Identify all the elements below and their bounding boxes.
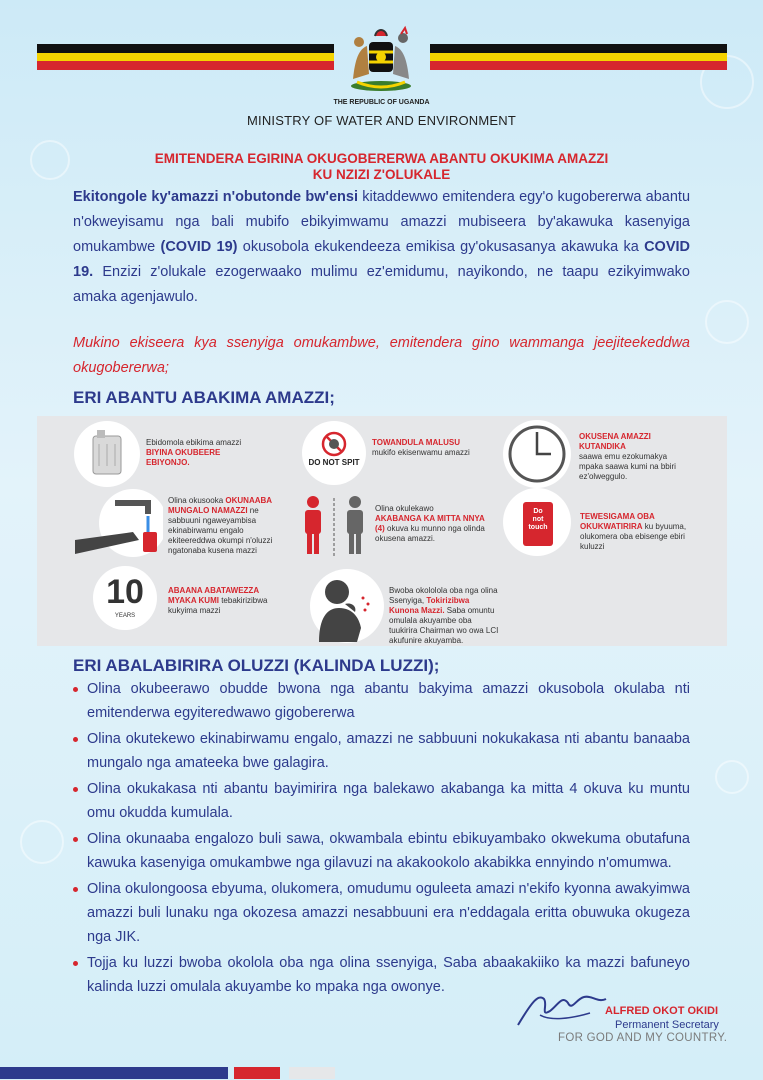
intro-part-2: okusobola ekukendeeza emikisa gy'okusasanya akawuka ka: [237, 239, 645, 255]
virus-decoration: [715, 760, 749, 794]
jerrycan-icon: [73, 420, 141, 488]
list-item: [73, 777, 690, 825]
handwash-text-2: ne sabbuuni ngaweyambisa ekinabirwamu engalo ekiteereddwa okumpi n'oluzzi ngatonaba kusena mazzi: [168, 506, 273, 555]
list-item: [73, 877, 690, 949]
bullet-text: Olina okunaaba engalozo buli sawa, okwambala ebintu ebikuyambako okwekuma obutafuna kawuka kasenyiga omukambwe nga gilavuzi na akakookolo akabikka ennyindo n'omumwa.: [87, 831, 690, 871]
age-red: ABAANA ABATAWEZZA MYAKA KUMI: [168, 586, 259, 605]
bullet-text: Olina okutekewo ekinabirwamu engalo, amazzi ne sabbuuni nokukakasa nti abantu banaaba mungalo nga amateeka bwe galagira.: [87, 731, 690, 771]
cell-age: [168, 586, 283, 616]
title-line-2: KU NZIZI Z'OLUKALE: [312, 167, 451, 182]
intro-covid-2: COVID 19.: [73, 239, 690, 280]
notice-paragraph: Mukino ekiseera kya ssenyiga omukambwe, emitendera gino wammanga jeejiteekeddwa okugobererwa;: [73, 335, 690, 376]
flag-stripes-right: [430, 44, 727, 70]
bullet-dot: [73, 887, 78, 892]
flag-stripe: [37, 44, 334, 53]
handwash-red: OKUNAABA MUNGALO NAMAZZI: [168, 496, 272, 515]
handwash-text: Olina okusooka: [168, 496, 224, 505]
no-touch-red: TEWESIGAMA OBA OKUKWATIRIRA: [580, 512, 655, 531]
cell-jerrycan: [146, 438, 246, 468]
distance-icon: [299, 494, 369, 560]
signature-icon: [510, 985, 610, 1033]
cough-icon: [305, 568, 387, 644]
jerrycan-text: Ebidomola ebikima amazzi: [146, 438, 242, 447]
age-number: 10: [106, 573, 144, 611]
signatory-role: Permanent Secretary: [615, 1019, 719, 1031]
flag-stripe: [37, 53, 334, 62]
cough-text-2: Saba omuntu omulala akuyambe oba tuukirira Chairman wo owa LCI akufunire akuyamba.: [389, 606, 499, 645]
jerrycan-red: BIYINA OKUBEERE EBIYONJO.: [146, 448, 221, 467]
bullet-dot: [73, 687, 78, 692]
no-touch-text: ku byuuma, olukomera oba ebisenge ebiri kuluzzi: [580, 522, 687, 551]
intro-part-1: kitaddewwo emitendera egy'o kugobererwa abantu n'okweyisamu nga bali mubifo ebikyimwamu amazzi mubiseera by'akawuka kasenyiga omukambwe: [73, 189, 691, 255]
clock-red: OKUSENA AMAZZI KUTANDIKA: [579, 432, 651, 451]
bullet-dot: [73, 837, 78, 842]
bullet-text: Olina okulongoosa ebyuma, olukomera, omudumu oguleeta amazi n'ekifo kyonna awakyimwa amazzi buli lunaku nga okozesa amazzi nesabbuuni era n'eddagala eritta obuwuka okugeza nga JIK.: [87, 881, 690, 945]
cough-red: Tokirizibwa Kunona Mazzi.: [389, 596, 470, 615]
no-touch-line-1: Do: [533, 508, 543, 515]
republic-label: THE REPUBLIC OF UGANDA: [333, 99, 430, 106]
flag-stripes-left: [37, 44, 334, 70]
list-item: [73, 677, 690, 725]
no-touch-line-3: touch: [528, 524, 548, 531]
ministry-label: MINISTRY OF WATER AND ENVIRONMENT: [246, 113, 517, 128]
bullet-dot: [73, 737, 78, 742]
cell-cough: [389, 586, 499, 646]
footer-bar-grey: [289, 1067, 335, 1079]
bullet-dot: [73, 961, 78, 966]
flag-stripe: [430, 44, 727, 53]
cell-no-spit: [372, 438, 482, 458]
distance-text: Olina okulekawo: [375, 504, 434, 513]
intro-covid: (COVID 19): [160, 239, 238, 255]
clock-text: saawa emu ezokumakya mpaka saawa kumi na bbiri ez'olweggulo.: [579, 452, 676, 481]
distance-text-2: okuva ku munno nga olinda okusena amazzi.: [375, 524, 485, 543]
flag-stripe: [430, 61, 727, 70]
distance-red: AKABANGA KA MITTA NNYA (4): [375, 514, 485, 533]
cell-distance: [375, 504, 485, 544]
virus-decoration: [705, 300, 749, 344]
no-touch-line-2: not: [532, 516, 544, 523]
intro-paragraph: [73, 185, 690, 310]
bullet-text: Olina okukakasa nti abantu bayimirira nga balekawo akabanga ka mitta 4 okuva ku muntu omu okudda kumulala.: [87, 781, 690, 821]
footer-bar-red: [234, 1067, 280, 1079]
no-spit-text: mukifo ekisenwamu amazzi: [372, 448, 470, 457]
age-years: YEARS: [114, 613, 136, 619]
signatory-name: ALFRED OKOT OKIDI: [605, 1005, 719, 1017]
bullet-dot: [73, 787, 78, 792]
clock-icon: [501, 418, 573, 490]
caretaker-bullet-list: [73, 677, 690, 1001]
motto: FOR GOD AND MY COUNTRY.: [558, 1032, 728, 1044]
virus-decoration: [20, 820, 64, 864]
intro-bold-start: Ekitongole ky'amazzi n'obutonde bw'ensi: [73, 189, 358, 205]
cell-handwash: [168, 496, 280, 556]
cell-clock: [579, 432, 679, 482]
section-2-title: ERI ABALABIRIRA OLUZZI (KALINDA LUZZI);: [73, 656, 440, 675]
flag-stripe: [430, 53, 727, 62]
coat-of-arms-icon: [345, 24, 417, 94]
cough-text: Bwoba okololola oba nga olina Ssenyiga,: [389, 586, 498, 605]
bullet-text: Olina okubeerawo obudde bwona nga abantu bakyima amazzi okusobola okulaba nti emitenderwa egyiteredwawo gigobererwa: [87, 681, 690, 721]
handwash-icon: [73, 488, 163, 558]
section-1-title: ERI ABANTU ABAKIMA AMAZZI;: [73, 388, 335, 407]
no-touch-sign: [523, 502, 553, 546]
list-item: [73, 827, 690, 875]
cell-no-touch: [580, 512, 695, 552]
bullet-text: Tojja ku luzzi bwoba okolola oba nga olina ssenyiga, Saba abaakakiiko ka mazzi bafuneyo kalinda luzzi omulala akuyambe ko mpaka nga owonye.: [87, 955, 690, 995]
page-title: [60, 151, 703, 183]
intro-part-3: Enzizi z'olukale ezogerwaako mulimu ez'emidumu, nayikondo, ne taapu ezikyimwako amaka agenjawulo.: [73, 264, 690, 305]
title-line-1: EMITENDERA EGIRINA OKUGOBERERWA ABANTU OKUKIMA AMAZZI: [154, 151, 609, 166]
list-item: [73, 727, 690, 775]
age-text: tebakirizibwa kukyima mazzi: [168, 596, 268, 615]
no-spit-icon-text: DO NOT SPIT: [308, 458, 360, 467]
footer-bar-blue: [0, 1067, 228, 1079]
no-spit-red: TOWANDULA MALUSU: [372, 438, 460, 447]
flag-stripe: [37, 61, 334, 70]
no-spit-icon: [301, 420, 367, 486]
infographic-panel: [37, 416, 727, 646]
